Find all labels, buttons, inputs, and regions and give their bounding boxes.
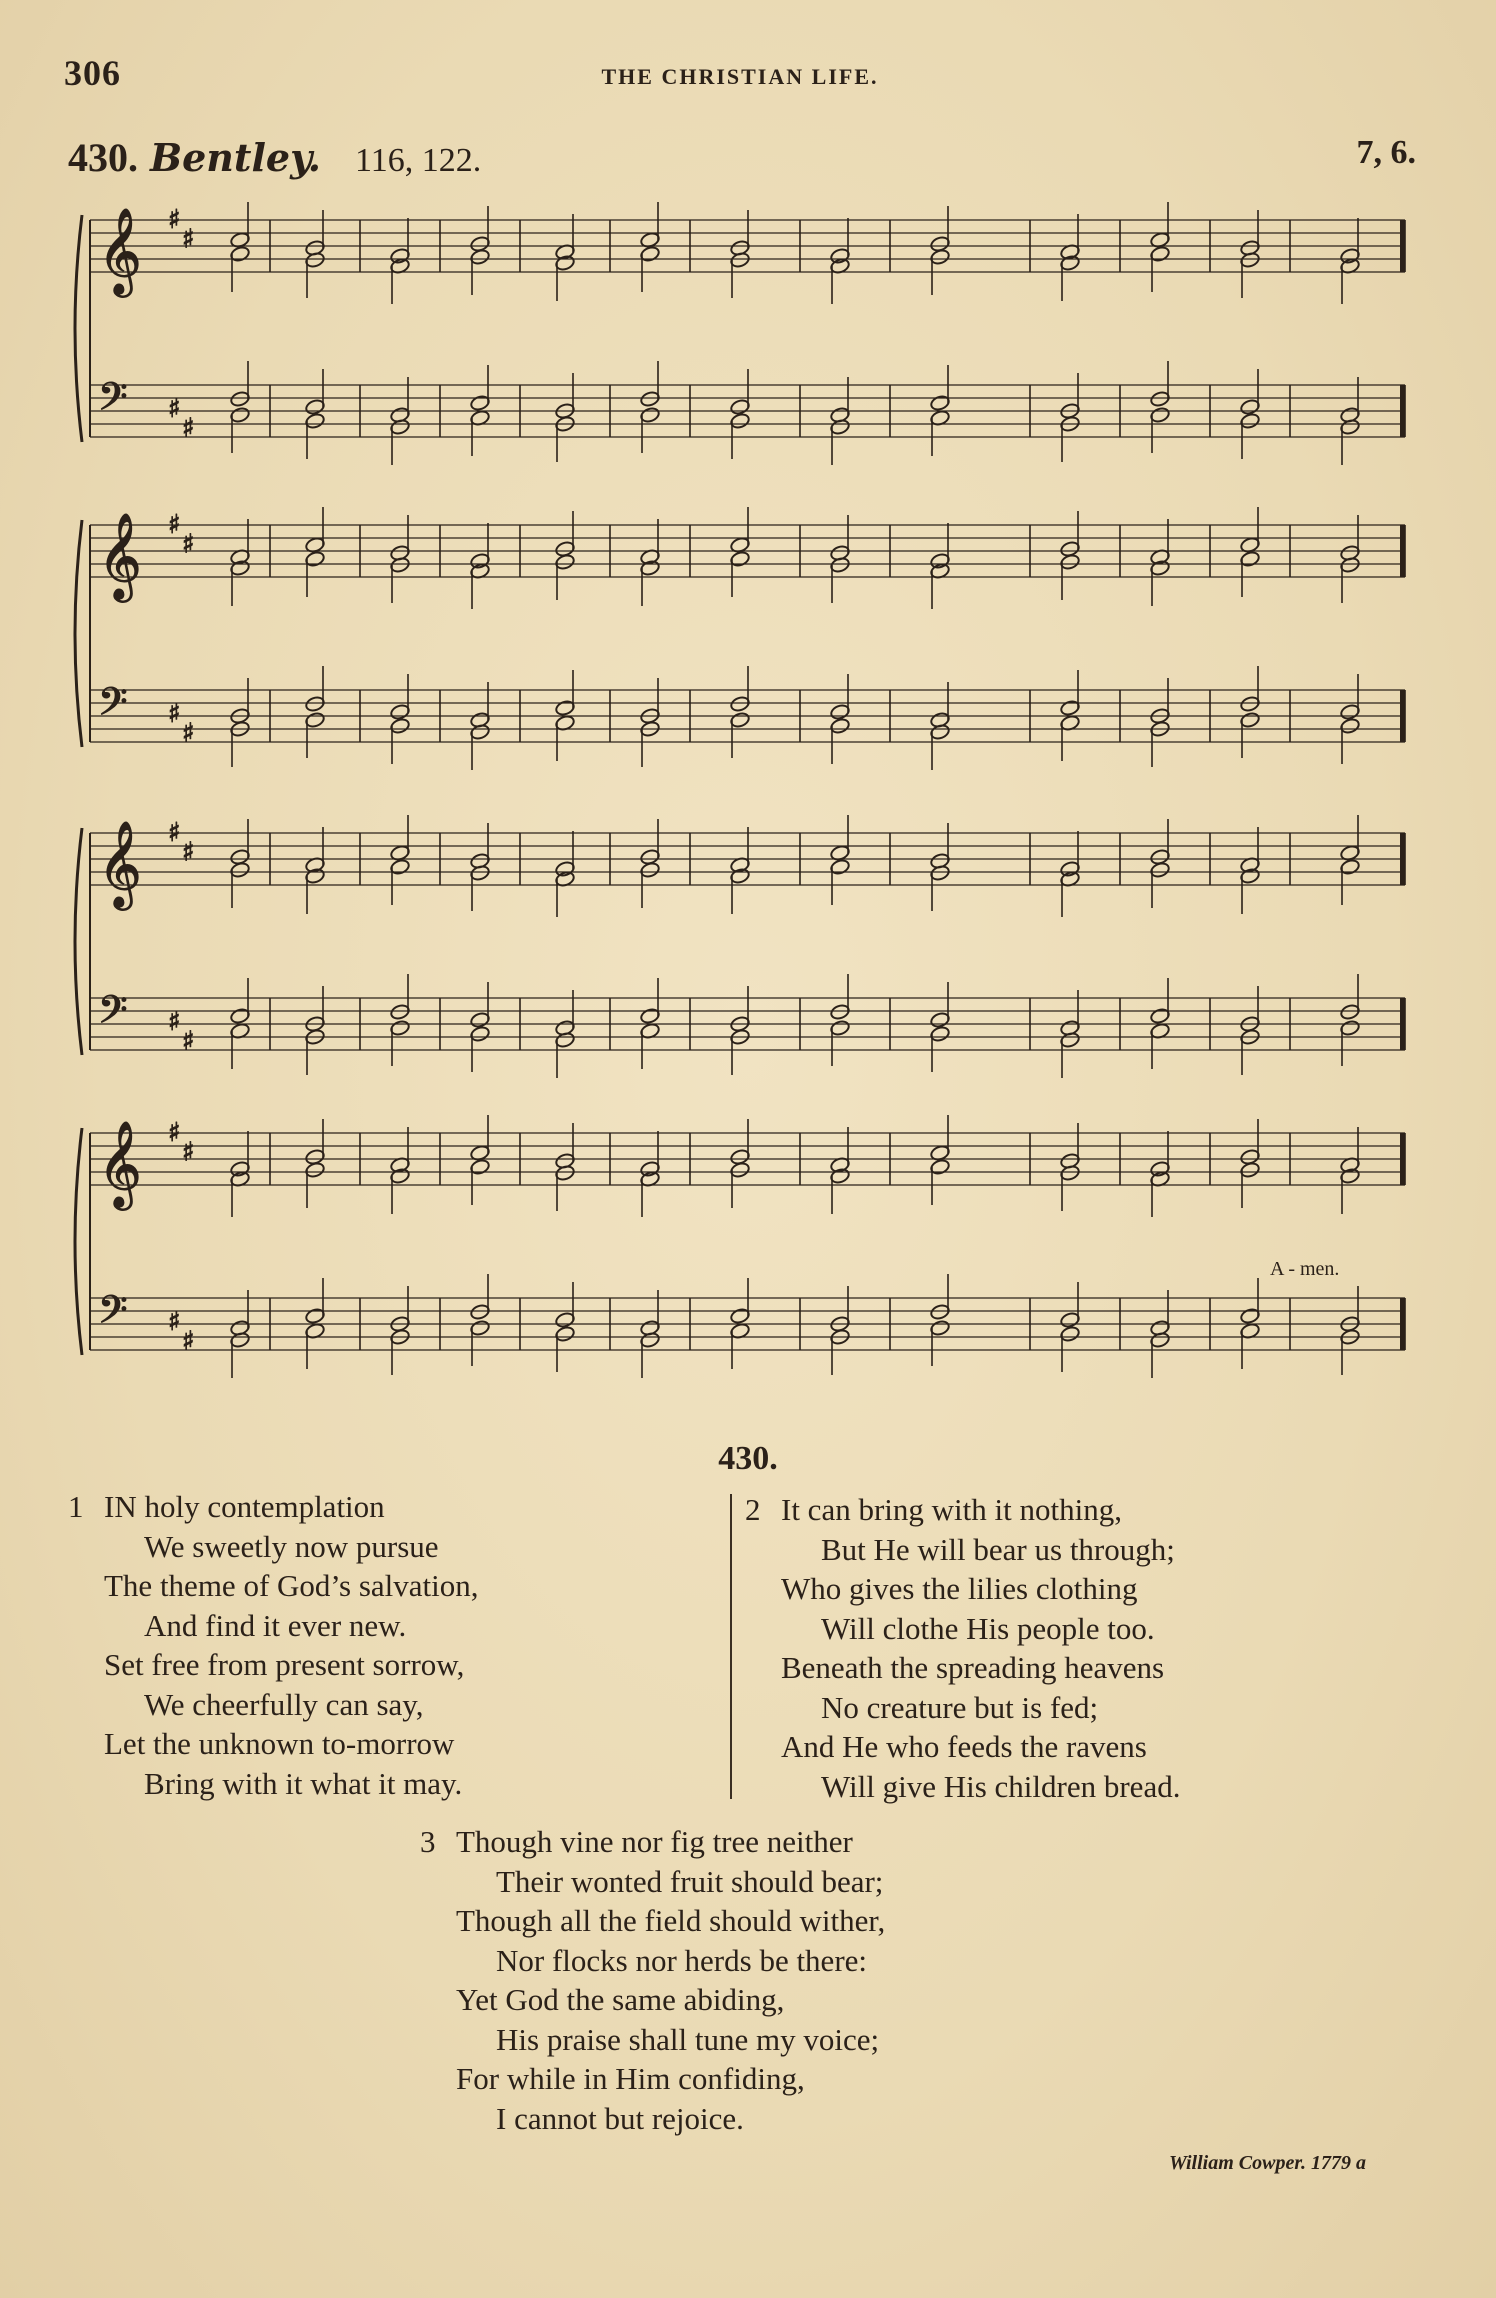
stanza-line: Yet God the same abiding, [456, 1982, 785, 2017]
bass-clef-icon: 𝄢 [98, 374, 128, 428]
sharp-icon: ♯ [168, 1118, 181, 1148]
bass-clef-icon: 𝄢 [98, 987, 128, 1041]
sharp-icon: ♯ [168, 818, 181, 848]
sharp-icon: ♯ [182, 837, 195, 868]
stanza-line: We cheerfully can say, [144, 1686, 424, 1722]
stanza-line: Will give His children bread. [821, 1768, 1181, 1804]
stanza-2 [745, 1490, 1180, 1806]
stanza-line: Their wonted fruit should bear; [496, 1863, 884, 1899]
stanza-line: 1 IN holy contemplation [68, 1487, 479, 1527]
stanza-line: And find it ever new. [144, 1607, 407, 1643]
treble-clef-icon: 𝄞 [98, 1121, 142, 1207]
stanza-line: Who gives the lilies clothing [781, 1571, 1138, 1606]
stanza-line: We sweetly now pursue [144, 1528, 439, 1564]
sharp-icon: ♯ [168, 1307, 181, 1337]
sharp-icon: ♯ [182, 224, 195, 255]
stanza-line: I cannot but rejoice. [496, 2100, 744, 2136]
final-barline [1400, 1298, 1405, 1350]
stanza-line: Bring with it what it may. [144, 1765, 463, 1801]
stanza-line: And He who feeds the ravens [781, 1729, 1147, 1764]
stanza-line: 2 It can bring with it nothing, [745, 1490, 1180, 1530]
stanza-line: For while in Him confiding, [456, 2061, 805, 2096]
sharp-icon: ♯ [182, 718, 195, 749]
final-barline [1400, 220, 1405, 272]
stanza-line: Beneath the spreading heavens [781, 1650, 1165, 1685]
sharp-icon: ♯ [182, 1137, 195, 1168]
music-score [70, 195, 1410, 1425]
stanza-line: But He will bear us through; [821, 1531, 1175, 1567]
sharp-icon: ♯ [168, 205, 181, 235]
final-barline [1400, 998, 1405, 1050]
hymn-heading [68, 134, 1416, 184]
system-brace [75, 1128, 82, 1355]
sharp-icon: ♯ [182, 1326, 195, 1357]
stanza-line: Though all the field should wither, [456, 1903, 886, 1938]
sharp-icon: ♯ [168, 510, 181, 540]
hymn-number: 430. [68, 135, 138, 180]
verse-number: 2 [745, 1492, 761, 1527]
final-barline [1400, 833, 1405, 885]
stanza-3 [420, 1822, 885, 2138]
bass-clef-icon: 𝄢 [98, 1287, 128, 1341]
system-brace [75, 215, 82, 442]
stanza-line: No creature but is fed; [821, 1689, 1099, 1725]
system-brace [75, 828, 82, 1055]
sharp-icon: ♯ [168, 1007, 181, 1037]
page-number: 306 [64, 53, 121, 93]
treble-clef-icon: 𝄞 [98, 513, 142, 599]
stanza-line: His praise shall tune my voice; [496, 2021, 880, 2057]
stanza-1 [68, 1487, 479, 1803]
tune-references: 116, 122. [355, 142, 482, 179]
author-attribution: William Cowper. 1779 a [1168, 2152, 1366, 2174]
final-barline [1400, 525, 1405, 577]
stanza-line: Set free from present sorrow, [104, 1647, 465, 1682]
column-divider [730, 1494, 732, 1799]
text-hymn-number: 430. [718, 1440, 778, 1477]
stanza-line: 3 Though vine nor fig tree neither [420, 1822, 885, 1862]
running-title: THE CHRISTIAN LIFE. [601, 64, 879, 89]
tune-name: Bentley. [150, 135, 322, 180]
sharp-icon: ♯ [182, 1026, 195, 1057]
meter: 7, 6. [1356, 134, 1416, 171]
final-barline [1400, 690, 1405, 742]
stanza-line: The theme of God’s salvation, [104, 1568, 479, 1603]
verse-number: 1 [68, 1489, 84, 1524]
amen-lyric: A - men. [1270, 1258, 1340, 1280]
bass-clef-icon: 𝄢 [98, 679, 128, 733]
stanza-line: Will clothe His people too. [821, 1610, 1155, 1646]
verse-number: 3 [420, 1824, 436, 1859]
stanza-line: Nor flocks nor herds be there: [496, 1942, 868, 1978]
sharp-icon: ♯ [168, 699, 181, 729]
treble-clef-icon: 𝄞 [98, 821, 142, 907]
system-brace [75, 520, 82, 747]
sharp-icon: ♯ [182, 529, 195, 560]
sharp-icon: ♯ [168, 394, 181, 424]
final-barline [1400, 385, 1405, 437]
page-header [64, 52, 1416, 96]
stanza-line: Let the unknown to-morrow [104, 1726, 455, 1761]
final-barline [1400, 1133, 1405, 1185]
sharp-icon: ♯ [182, 413, 195, 444]
treble-clef-icon: 𝄞 [98, 208, 142, 294]
